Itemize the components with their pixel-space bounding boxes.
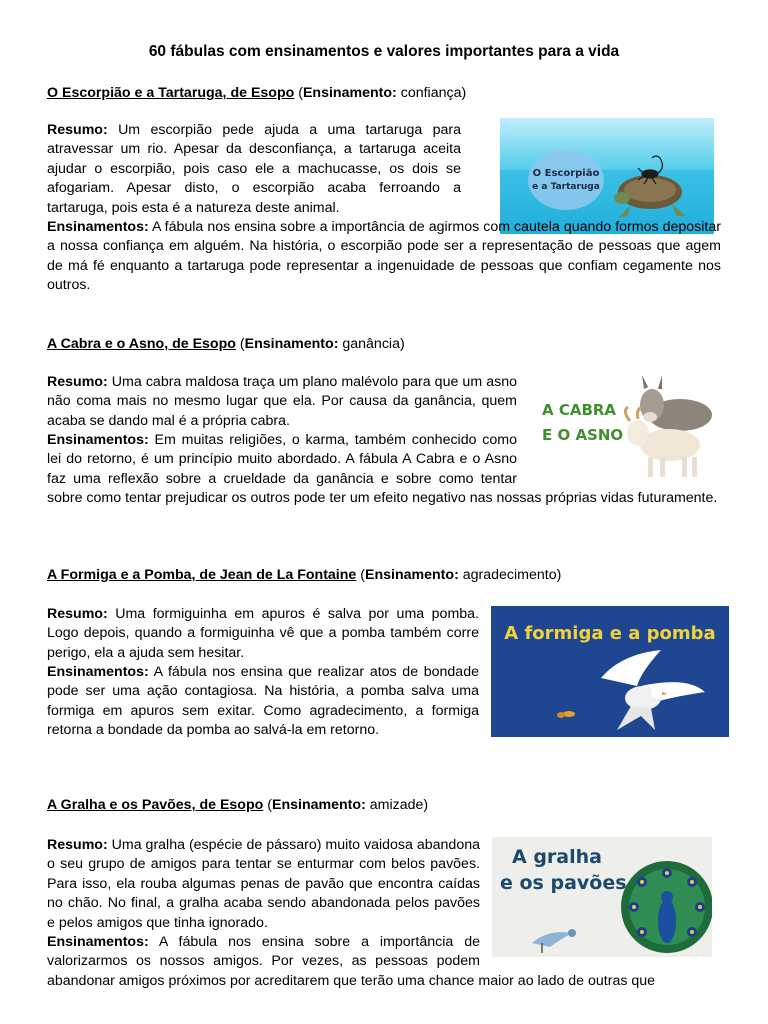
ant-dove-illustration xyxy=(491,606,729,737)
fable-title: A Cabra e o Asno, de Esopo xyxy=(47,336,236,352)
lesson-value: amizade xyxy=(369,797,424,813)
lesson-text: A fábula nos ensina que realizar atos de bondade pode ser uma ação contagiosa. Na história, a pomba salva uma formiga em apuros sem exitar. Como agradecimento, a formiga retorna a bondade da pomba ao salvá-la em retorno. xyxy=(47,664,479,739)
image-caption-line1: O Escorpião xyxy=(532,168,600,179)
fable-title: A Formiga e a Pomba, de Jean de La Fontaine xyxy=(47,567,357,583)
lessons-label: Ensinamentos: xyxy=(47,934,149,950)
summary-text: Uma cabra maldosa traça um plano malévolo para que um asno não coma mais no mesmo lugar que ela. Por causa da ganância, quem acaba se dando mal é a própria cabra. xyxy=(47,374,517,429)
lesson-text: A fábula nos ensina sobre a importância de valorizarmos os nossos amigos. Por vezes, as pessoas podem xyxy=(47,934,480,970)
lesson-label: Ensinamento: xyxy=(244,336,339,352)
summary-text: Um escorpião pede ajuda a uma tartaruga para atravessar um rio. Apesar da desconfiança, a tartaruga aceita ajudar o escorpião, pois caso ele a machucasse, os dois se afogariam. Apesar disto, o escorpião acaba ferroando a tartaruga, pois esta é a natureza deste animal. xyxy=(47,122,461,216)
lesson-text: A fábula nos ensina sobre a importância de agirmos com cautela quando formos depositar a nossa confiança em alguém. Na história, o escorpião pode ser a representação de pessoas que agem de má fé enquanto a tartaruga pode representar a ingenuidade de pessoas que confiam cegamente nos outros. xyxy=(47,219,721,294)
image-caption: A formiga e a pomba xyxy=(504,623,716,644)
summary-label: Resumo: xyxy=(47,122,108,138)
fable-heading: A Formiga e a Pomba, de Jean de La Fontaine (Ensinamento: agradecimento) xyxy=(47,567,562,583)
summary-paragraph xyxy=(47,121,461,218)
jackdaw-peacocks-illustration xyxy=(492,837,712,957)
lessons-label: Ensinamentos: xyxy=(47,664,149,680)
lesson-paragraph-wrapped xyxy=(47,933,480,972)
summary-text: Uma formiguinha em apuros é salva por uma pomba. Logo depois, quando a formiguinha vê que a pomba também corre perigo, ela a ajuda sem hesitar. xyxy=(47,606,479,661)
lesson-label: Ensinamento: xyxy=(271,797,366,813)
lesson-paragraph xyxy=(47,218,721,296)
summary-paragraph xyxy=(47,605,479,663)
lesson-paragraph-continued: sobre como tentar prejudicar os outros pode ter um efeito negativo nas nossas próprias vidas futuramente. xyxy=(47,490,718,506)
image-caption-line1: A CABRA xyxy=(542,401,617,419)
image-caption-line2: E O ASNO xyxy=(542,426,624,444)
lesson-value: confiança xyxy=(400,85,462,101)
lessons-label: Ensinamentos: xyxy=(47,432,149,448)
fable-title: A Gralha e os Pavões, de Esopo xyxy=(47,797,264,813)
lesson-label: Ensinamento: xyxy=(302,85,397,101)
summary-paragraph xyxy=(47,373,517,431)
lesson-paragraph-continued: abandonar amigos próximos por acreditarem que terão uma chance maior ao lado de outras que xyxy=(47,973,656,989)
goat-donkey-illustration xyxy=(530,373,720,483)
lessons-label: Ensinamentos: xyxy=(47,219,149,235)
fable-title: O Escorpião e a Tartaruga, de Esopo xyxy=(47,85,295,101)
summary-text: Uma gralha (espécie de pássaro) muito vaidosa abandona o seu grupo de amigos para tentar se enturmar com belos pavões. Para isso, ela rouba algumas penas de pavão que encontra caídas no chão. No final, a gralha acaba sendo abandonada pelos pavões e pelos amigos que tinha ignorado. xyxy=(47,837,480,931)
lesson-paragraph-wrapped xyxy=(47,431,517,489)
image-caption-line2: e os pavões xyxy=(500,872,627,894)
fable-heading: A Cabra e o Asno, de Esopo (Ensinamento: ganância) xyxy=(47,336,405,352)
image-caption-line2: e a Tartaruga xyxy=(532,182,600,192)
lesson-value: agradecimento xyxy=(462,567,557,583)
fable-heading: O Escorpião e a Tartaruga, de Esopo (Ensinamento: confiança) xyxy=(47,85,467,101)
lesson-text: Em muitas religiões, o karma, também conhecido como lei do retorno, é um princípio muito abordado. A fábula A Cabra e o Asno faz uma reflexão sobre a crueldade da ganância e sobre como tentar xyxy=(47,432,517,487)
scorpion-turtle-illustration xyxy=(500,118,714,234)
lesson-value: ganância xyxy=(342,336,400,352)
lesson-paragraph xyxy=(47,663,479,741)
lesson-label: Ensinamento: xyxy=(364,567,459,583)
document-title: 60 fábulas com ensinamentos e valores importantes para a vida xyxy=(148,43,620,60)
fable-heading: A Gralha e os Pavões, de Esopo (Ensinamento: amizade) xyxy=(47,797,429,813)
image-caption-line1: A gralha xyxy=(512,846,602,868)
summary-label: Resumo: xyxy=(47,606,108,622)
summary-label: Resumo: xyxy=(47,837,108,853)
summary-paragraph xyxy=(47,836,480,933)
summary-label: Resumo: xyxy=(47,374,108,390)
